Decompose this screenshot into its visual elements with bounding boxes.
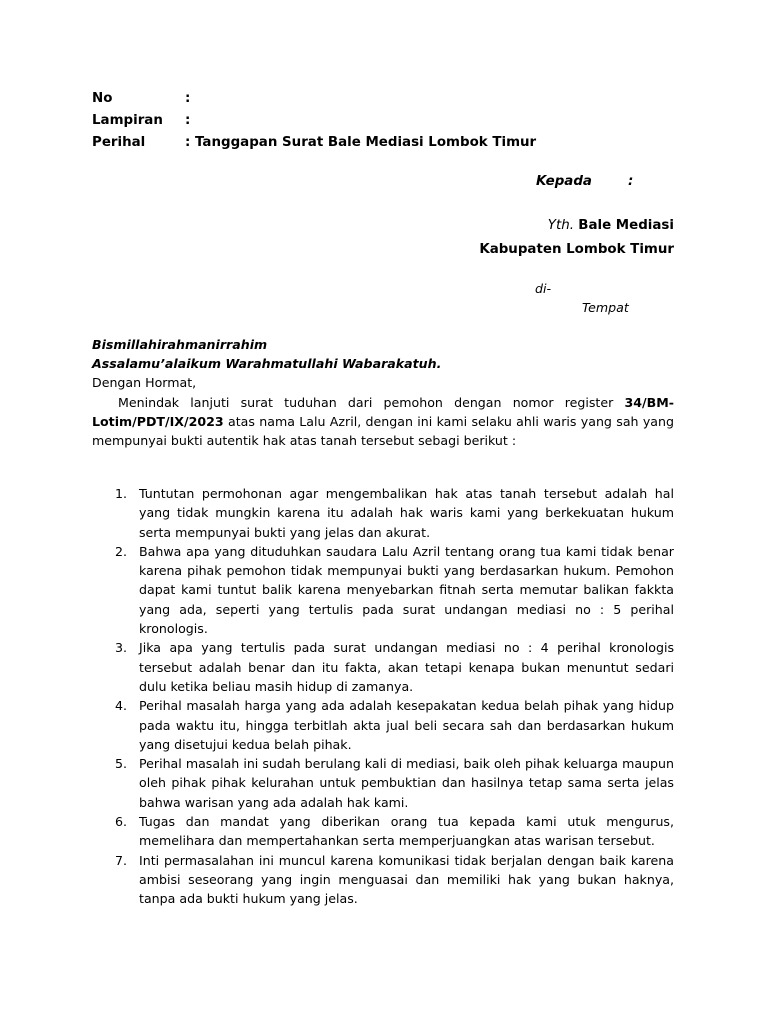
di-label: di-: [535, 281, 552, 296]
intro-paragraph: [92, 393, 674, 450]
header-perihal-row: [92, 132, 536, 154]
list-text: Tugas dan mandat yang diberikan orang tua kepada kami utuk mengurus, memelihara dan mempertahankan serta memperjuangkan atas warisan tersebut.: [139, 814, 674, 849]
salam: Assalamu’alaikum Warahmatullahi Wabarakatuh.: [92, 356, 442, 371]
header-lampiran-row: [92, 110, 190, 132]
list-item: [92, 812, 674, 851]
header-no-row: [92, 88, 190, 110]
list-text: Bahwa apa yang dituduhkan saudara Lalu Azril tentang orang tua kami tidak benar karena pihak pemohon tidak mempunyai bukti yang berdasarkan hukum. Pemohon dapat kami tuntut balik karena menyebarkan fitnah serta memutar balikan fakkta yang ada, seperti yang tertulis pada surat undangan mediasi no : 5 perihal kronologis.: [139, 543, 674, 637]
list-number: 7.: [115, 852, 128, 868]
list-text: Perihal masalah ini sudah berulang kali di mediasi, baik oleh pihak keluarga maupun oleh pihak pihak kelurahan untuk pembuktian dan hasilnya tetap sama serta jelas bahwa warisan yang ada adalah hak kami.: [139, 756, 674, 810]
list-number: 4.: [115, 698, 128, 714]
greeting: Dengan Hormat,: [92, 375, 197, 390]
list-text: Perihal masalah harga yang ada adalah kesepakatan kedua belah pihak yang hidup pada waktu itu, hingga terbitlah akta jual beli secara sah dan berdasarkan hukum yang disetujui kedua belah pihak.: [139, 698, 674, 752]
list-item: [92, 638, 674, 696]
list-text: Jika apa yang tertulis pada surat undangan mediasi no : 4 perihal kronologis tersebut adalah benar dan itu fakta, akan tetapi kenapa bukan menuntut sedari dulu ketika beliau masih hidup di zamanya.: [139, 640, 674, 694]
recipient-title: Bale Mediasi: [578, 218, 674, 233]
recipient-region: Kabupaten Lombok Timur: [479, 242, 674, 257]
points-list: [92, 484, 674, 909]
list-text: Inti permasalahan ini muncul karena komunikasi tidak berjalan dengan baik karena ambisi seseorang yang ingin menguasai dan memiliki hak yang bukan haknya, tanpa ada bukti hukum yang jelas.: [139, 852, 674, 907]
list-number: 3.: [115, 640, 128, 656]
recipient-name: [548, 218, 674, 233]
yth-label: Yth.: [547, 218, 574, 233]
list-number: 6.: [115, 814, 128, 830]
list-number: 2.: [115, 543, 128, 559]
kepada-label: Kepada: [536, 174, 592, 189]
list-item: [92, 484, 674, 542]
intro-end: atas nama Lalu Azril, dengan ini kami selaku ahli waris yang sah yang mempunyai bukti autentik hak atas tanah tersebut sebagi berikut :: [92, 414, 674, 448]
perihal-label: Perihal: [92, 135, 146, 150]
bismillah: Bismillahirahmanirrahim: [92, 337, 268, 352]
lampiran-value: :: [185, 113, 191, 128]
list-item: [92, 754, 674, 812]
list-number: 5.: [115, 756, 128, 772]
kepada-colon: :: [628, 174, 634, 189]
list-number: 1.: [115, 486, 128, 501]
list-item: [92, 696, 674, 754]
lampiran-label: Lampiran: [92, 113, 163, 128]
perihal-value: : Tanggapan Surat Bale Mediasi Lombok Timur: [185, 135, 537, 150]
register-number: 34/BM-Lotim/PDT/IX/2023: [92, 395, 674, 429]
list-text: Tuntutan permohonan agar mengembalikan hak atas tanah tersebut adalah hal yang tidak mungkin karena itu adalah hak waris kami yang berkekuatan hukum serta mempunyai bukti yang jelas dan akurat.: [139, 486, 674, 540]
list-item: [92, 542, 674, 638]
intro-start: Menindak lanjuti surat tuduhan dari pemohon dengan nomor register: [118, 395, 614, 410]
tempat-label: Tempat: [582, 300, 629, 315]
no-label: No: [92, 91, 113, 106]
list-item: [92, 851, 674, 909]
no-value: :: [185, 91, 191, 106]
